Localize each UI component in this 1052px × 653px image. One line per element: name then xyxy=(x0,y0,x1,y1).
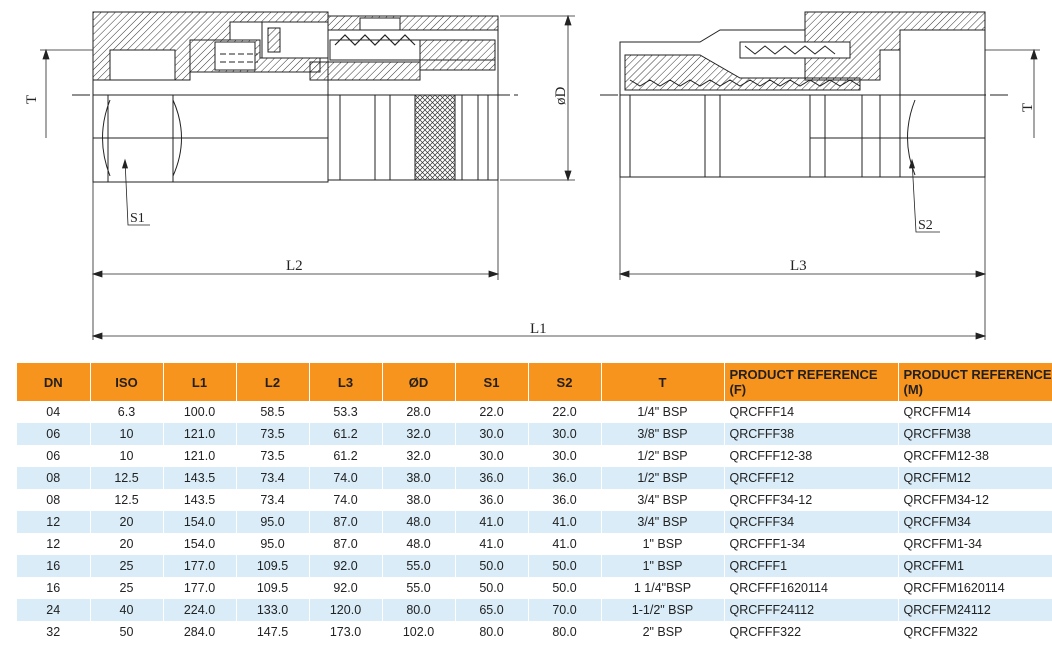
cell-od: 55.0 xyxy=(382,555,455,577)
cell-product-reference-m: QRCFFM24112 xyxy=(898,599,1052,621)
cell-dn: 12 xyxy=(17,511,90,533)
cell-l2: 95.0 xyxy=(236,511,309,533)
cell-product-reference-f: QRCFFF14 xyxy=(724,401,898,423)
cell-t: 3/8" BSP xyxy=(601,423,724,445)
cell-s2: 41.0 xyxy=(528,533,601,555)
col-header-t: T xyxy=(601,363,724,401)
cell-s1: 41.0 xyxy=(455,511,528,533)
cell-t: 1-1/2" BSP xyxy=(601,599,724,621)
col-header-product-reference-m: PRODUCT REFERENCE (M) xyxy=(898,363,1052,401)
table-header-row xyxy=(17,363,1052,401)
cell-product-reference-m: QRCFFM1-34 xyxy=(903,537,982,551)
cell-l1: 121.0 xyxy=(163,423,236,445)
cell-l2: 95.0 xyxy=(236,533,309,555)
cell-l2: 73.4 xyxy=(236,489,309,511)
dim-label-t-right: T xyxy=(1020,102,1036,112)
cell-product-reference-f: QRCFFF38 xyxy=(724,423,898,445)
cell-dn: 06 xyxy=(17,445,90,467)
cell-t: 1" BSP xyxy=(601,555,724,577)
dim-label-t-left: T xyxy=(24,94,40,104)
cell-iso: 12.5 xyxy=(90,467,163,489)
cell-t: 1/2" BSP xyxy=(601,445,724,467)
cell-product-reference-f: QRCFFF1620114 xyxy=(724,577,898,599)
dim-label-s1: S1 xyxy=(130,211,145,226)
cell-od: 28.0 xyxy=(382,401,455,423)
cell-product-reference-m: QRCFFM1620114 xyxy=(903,581,1005,595)
cell-l3: 61.2 xyxy=(309,423,382,445)
dim-label-s2: S2 xyxy=(918,218,933,233)
cell-od: 38.0 xyxy=(382,489,455,511)
col-header-l1: L1 xyxy=(163,363,236,401)
table-row xyxy=(17,423,1052,445)
cell-l3: 74.0 xyxy=(309,489,382,511)
cell-iso: 40 xyxy=(90,599,163,621)
cell-od: 102.0 xyxy=(382,621,455,643)
table-body xyxy=(17,401,1052,643)
cell-l1: 177.0 xyxy=(163,555,236,577)
table-row xyxy=(17,445,1052,467)
col-header-dn: DN xyxy=(17,363,90,401)
col-header-od: ØD xyxy=(382,363,455,401)
dim-label-l3: L3 xyxy=(790,258,807,274)
cell-iso: 50 xyxy=(90,621,163,643)
cell-l1: 143.5 xyxy=(163,467,236,489)
table-row xyxy=(17,621,1052,643)
cell-t: 2" BSP xyxy=(601,621,724,643)
table-row xyxy=(17,599,1052,621)
col-header-product-reference-f: PRODUCT REFERENCE (F) xyxy=(724,363,898,401)
dim-label-od: øD xyxy=(553,86,569,105)
cell-product-reference-m: QRCFFM12-38 xyxy=(903,449,989,463)
cell-l1: 154.0 xyxy=(163,511,236,533)
cell-s1: 36.0 xyxy=(455,467,528,489)
table-row xyxy=(17,401,1052,423)
cell-od: 48.0 xyxy=(382,533,455,555)
cell-iso: 12.5 xyxy=(90,489,163,511)
cell-dn: 04 xyxy=(17,401,90,423)
cell-product-reference-f: QRCFFF24112 xyxy=(724,599,898,621)
cell-iso: 10 xyxy=(90,445,163,467)
cell-l3: 92.0 xyxy=(309,577,382,599)
cell-l2: 109.5 xyxy=(236,555,309,577)
cell-t: 1/4" BSP xyxy=(601,401,724,423)
cell-s1: 22.0 xyxy=(455,401,528,423)
cell-l3: 87.0 xyxy=(309,511,382,533)
cell-product-reference-f: QRCFFF34-12 xyxy=(724,489,898,511)
cell-product-reference-m: QRCFFM322 xyxy=(903,625,978,639)
cell-l2: 73.4 xyxy=(236,467,309,489)
cell-s2: 22.0 xyxy=(528,401,601,423)
cell-t: 1/2" BSP xyxy=(601,467,724,489)
cell-s1: 50.0 xyxy=(455,555,528,577)
cell-product-reference-f: QRCFFF322 xyxy=(724,621,898,643)
col-header-s2: S2 xyxy=(528,363,601,401)
cell-od: 32.0 xyxy=(382,445,455,467)
table-row xyxy=(17,511,1052,533)
col-header-l2: L2 xyxy=(236,363,309,401)
cell-l1: 224.0 xyxy=(163,599,236,621)
cell-l3: 53.3 xyxy=(309,401,382,423)
cell-l1: 100.0 xyxy=(163,401,236,423)
cell-l1: 284.0 xyxy=(163,621,236,643)
cell-dn: 24 xyxy=(17,599,90,621)
col-header-iso: ISO xyxy=(90,363,163,401)
cell-s1: 30.0 xyxy=(455,423,528,445)
cell-product-reference-m: QRCFFM34-12 xyxy=(903,493,989,507)
cell-iso: 6.3 xyxy=(90,401,163,423)
cell-product-reference-m: QRCFFM34 xyxy=(898,511,1052,533)
cell-s1: 30.0 xyxy=(455,445,528,467)
cell-s2: 41.0 xyxy=(528,511,601,533)
cell-s2: 50.0 xyxy=(528,555,601,577)
cell-iso: 25 xyxy=(90,555,163,577)
cell-product-reference-f: QRCFFF12-38 xyxy=(724,445,898,467)
table-row xyxy=(17,489,1052,511)
cell-s2: 30.0 xyxy=(528,423,601,445)
cell-l3: 87.0 xyxy=(309,533,382,555)
cell-od: 32.0 xyxy=(382,423,455,445)
cell-s1: 65.0 xyxy=(455,599,528,621)
cell-product-reference-m: QRCFFM38 xyxy=(898,423,1052,445)
cell-l3: 120.0 xyxy=(309,599,382,621)
table-row xyxy=(17,555,1052,577)
cell-t: 3/4" BSP xyxy=(601,511,724,533)
cell-l2: 73.5 xyxy=(236,445,309,467)
table-row xyxy=(17,577,1052,599)
cell-s2: 80.0 xyxy=(528,621,601,643)
cell-l2: 109.5 xyxy=(236,577,309,599)
cell-l3: 173.0 xyxy=(309,621,382,643)
dim-label-l1: L1 xyxy=(530,321,547,337)
cell-s1: 36.0 xyxy=(455,489,528,511)
cell-dn: 06 xyxy=(17,423,90,445)
cell-dn: 32 xyxy=(17,621,90,643)
cell-dn: 16 xyxy=(17,577,90,599)
cell-product-reference-f: QRCFFF1 xyxy=(724,555,898,577)
cell-od: 48.0 xyxy=(382,511,455,533)
table-row xyxy=(17,533,1052,555)
cell-s2: 36.0 xyxy=(528,467,601,489)
cell-od: 38.0 xyxy=(382,467,455,489)
cell-s2: 30.0 xyxy=(528,445,601,467)
cell-l1: 143.5 xyxy=(163,489,236,511)
table-row xyxy=(17,467,1052,489)
cell-l2: 73.5 xyxy=(236,423,309,445)
dim-label-l2: L2 xyxy=(286,258,303,274)
cell-s1: 41.0 xyxy=(455,533,528,555)
cell-l2: 133.0 xyxy=(236,599,309,621)
cell-s1: 80.0 xyxy=(455,621,528,643)
cell-l1: 154.0 xyxy=(163,533,236,555)
cell-product-reference-f: QRCFFF34 xyxy=(724,511,898,533)
female-coupling xyxy=(72,12,520,182)
cell-product-reference-m: QRCFFM14 xyxy=(903,405,971,419)
cell-product-reference-f: QRCFFF1-34 xyxy=(724,533,898,555)
cell-t: 1 1/4"BSP xyxy=(601,577,724,599)
cell-iso: 20 xyxy=(90,511,163,533)
col-header-l3: L3 xyxy=(309,363,382,401)
cell-product-reference-m: QRCFFM12 xyxy=(898,467,1052,489)
cell-l1: 177.0 xyxy=(163,577,236,599)
cell-t: 1" BSP xyxy=(601,533,724,555)
cell-l3: 92.0 xyxy=(309,555,382,577)
cell-s1: 50.0 xyxy=(455,577,528,599)
col-header-s1: S1 xyxy=(455,363,528,401)
specification-table xyxy=(17,363,1052,643)
cell-dn: 16 xyxy=(17,555,90,577)
cell-iso: 10 xyxy=(90,423,163,445)
cell-od: 55.0 xyxy=(382,577,455,599)
cell-l2: 147.5 xyxy=(236,621,309,643)
cell-l1: 121.0 xyxy=(163,445,236,467)
cell-dn: 08 xyxy=(17,489,90,511)
cell-dn: 12 xyxy=(17,533,90,555)
cell-s2: 36.0 xyxy=(528,489,601,511)
cell-s2: 50.0 xyxy=(528,577,601,599)
male-coupling xyxy=(600,12,1010,177)
cell-iso: 20 xyxy=(90,533,163,555)
cell-l2: 58.5 xyxy=(236,401,309,423)
cell-od: 80.0 xyxy=(382,599,455,621)
cell-product-reference-m: QRCFFM1 xyxy=(898,555,1052,577)
cell-s2: 70.0 xyxy=(528,599,601,621)
cell-l3: 74.0 xyxy=(309,467,382,489)
cell-product-reference-f: QRCFFF12 xyxy=(724,467,898,489)
cell-t: 3/4" BSP xyxy=(601,489,724,511)
cell-dn: 08 xyxy=(17,467,90,489)
cell-l3: 61.2 xyxy=(309,445,382,467)
cell-iso: 25 xyxy=(90,577,163,599)
